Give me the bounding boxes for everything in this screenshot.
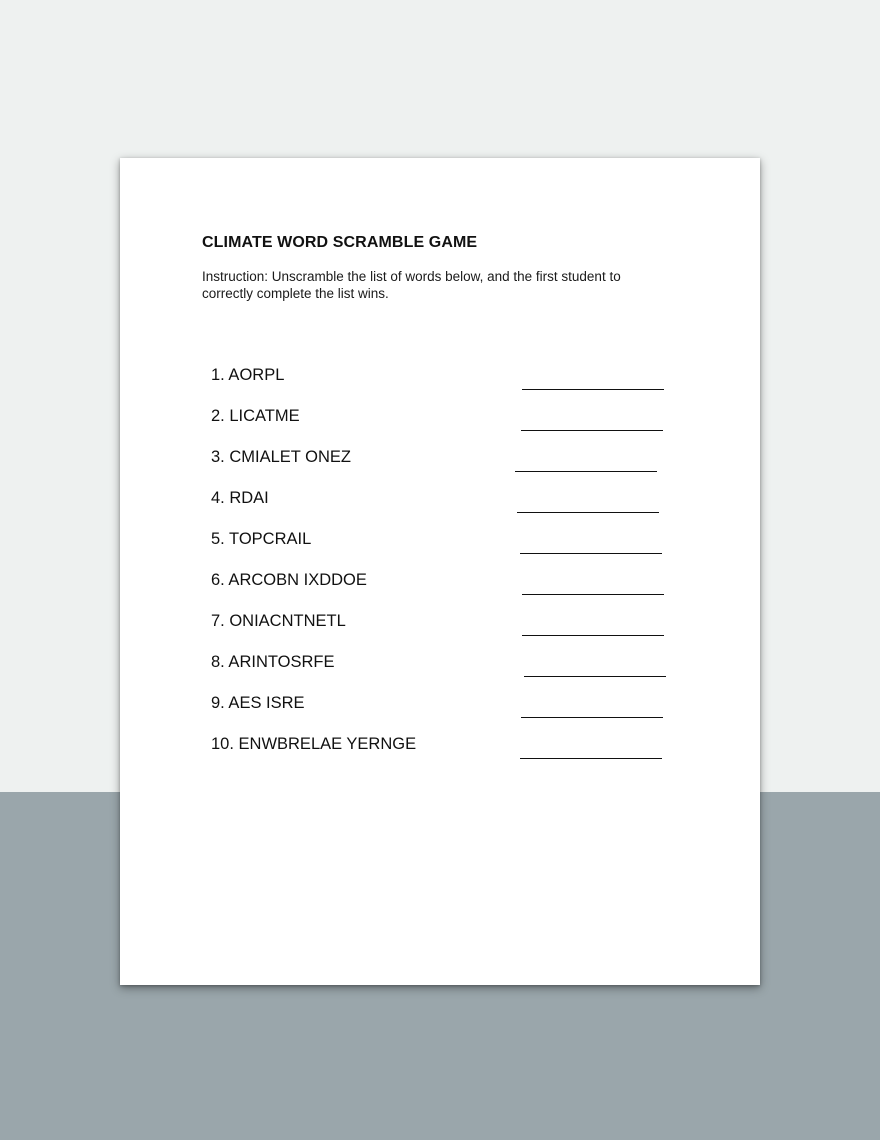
scrambled-word: 2. LICATME [211, 407, 300, 425]
answer-line[interactable] [522, 571, 664, 595]
answer-line[interactable] [521, 407, 663, 431]
scrambled-word: 10. ENWBRELAE YERNGE [211, 735, 417, 753]
word-item-8 [211, 653, 681, 683]
worksheet-title: CLIMATE WORD SCRAMBLE GAME [202, 234, 478, 251]
scrambled-word: 1. AORPL [211, 366, 285, 384]
word-item-9 [211, 694, 681, 724]
word-item-3 [211, 448, 681, 478]
answer-line[interactable] [520, 530, 662, 554]
scrambled-word: 6. ARCOBN IXDDOE [211, 571, 367, 589]
answer-line[interactable] [515, 448, 657, 472]
answer-line[interactable] [524, 653, 666, 677]
word-list [120, 158, 760, 985]
answer-line[interactable] [520, 735, 662, 759]
answer-line[interactable] [521, 694, 663, 718]
word-item-7 [211, 612, 681, 642]
worksheet-page [120, 158, 760, 985]
word-item-4 [211, 489, 681, 519]
scrambled-word: 9. AES ISRE [211, 694, 305, 712]
word-item-5 [211, 530, 681, 560]
scrambled-word: 4. RDAI [211, 489, 269, 507]
worksheet-instruction: Instruction: Unscramble the list of words below, and the first student to correctly complete the list wins. [202, 269, 621, 301]
word-item-6 [211, 571, 681, 601]
word-item-10 [211, 735, 681, 765]
word-item-2 [211, 407, 681, 437]
answer-line[interactable] [522, 366, 664, 390]
answer-line[interactable] [522, 612, 664, 636]
scrambled-word: 7. ONIACNTNETL [211, 612, 346, 630]
word-item-1 [211, 366, 681, 396]
scrambled-word: 8. ARINTOSRFE [211, 653, 335, 671]
answer-line[interactable] [517, 489, 659, 513]
scrambled-word: 3. CMIALET ONEZ [211, 448, 351, 466]
scrambled-word: 5. TOPCRAIL [211, 530, 312, 548]
